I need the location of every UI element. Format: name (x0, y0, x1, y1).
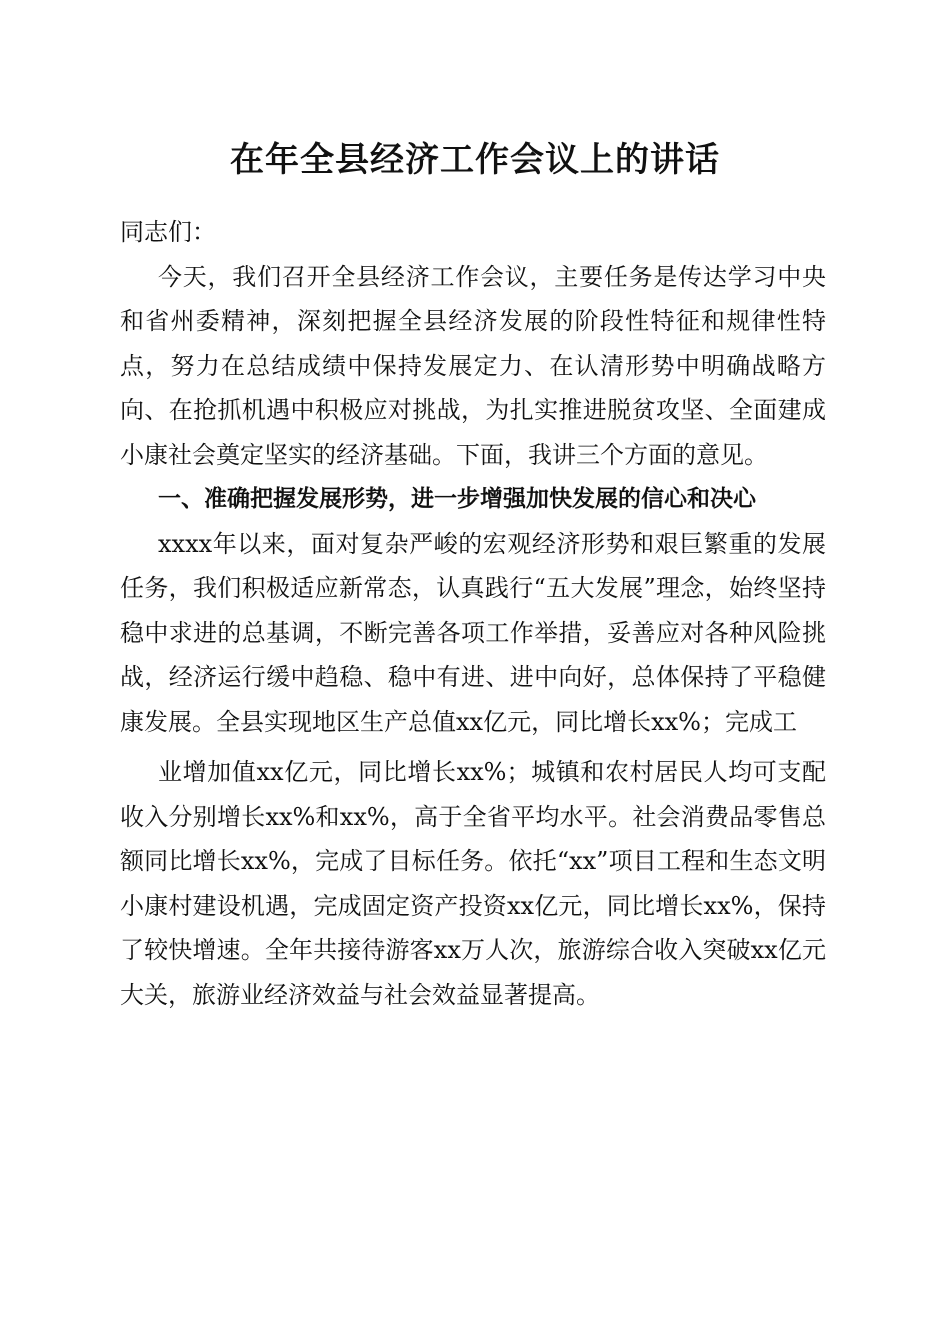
paragraph-section-1a: xxxx年以来，面对复杂严峻的宏观经济形势和艰巨繁重的发展任务，我们积极适应新常态，认真践行“五大发展”理念，始终坚持稳中求进的总基调，不断完善各项工作举措，妥善应对各种风险挑战，经济运行缓中趋稳、稳中有进、进中向好，总体保持了平稳健康发展。全县实现地区生产总值xx亿元，同比增长xx%；完成工 (120, 529, 826, 736)
paragraph-section-1b: 业增加值xx亿元，同比增长xx%；城镇和农村居民人均可支配收入分别增长xx%和xx%，高于全省平均水平。社会消费品零售总额同比增长xx%，完成了目标任务。依托“xx”项目工程和生态文明小康村建设机遇，完成固定资产投资xx亿元，同比增长xx%，保持了较快增速。全年共接待游客xx万人次，旅游综合收入突破xx亿元大关，旅游业经济效益与社会效益显著提高。 (120, 758, 826, 1009)
document-body (120, 210, 826, 1017)
paragraph-intro: 今天，我们召开全县经济工作会议，主要任务是传达学习中央和省州委精神，深刻把握全县经济发展的阶段性特征和规律性特点，努力在总结成绩中保持发展定力、在认清形势中明确战略方向、在抢抓机遇中积极应对挑战，为扎实推进脱贫攻坚、全面建成小康社会奠定坚实的经济基础。下面，我讲三个方面的意见。 (120, 262, 826, 469)
section-heading-1: 一、准确把握发展形势，进一步增强加快发展的信心和决心 (158, 486, 756, 512)
salutation: 同志们： (120, 218, 216, 246)
document-title: 在年全县经济工作会议上的讲话 (230, 140, 720, 180)
